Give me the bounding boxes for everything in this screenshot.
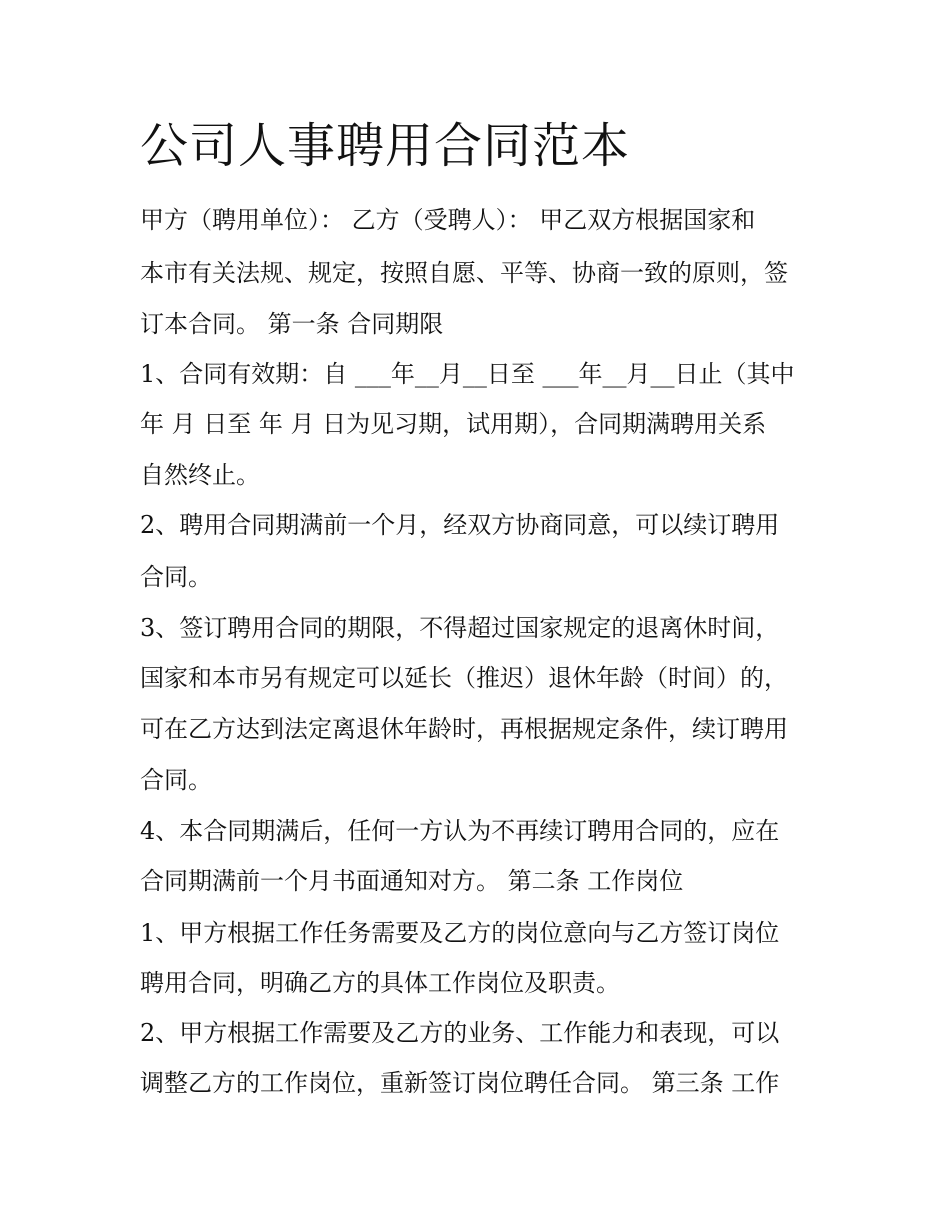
text-line: 3、签订聘用合同的期限，不得超过国家规定的退离休时间，: [140, 614, 780, 642]
text-line: 聘用合同，明确乙方的具体工作岗位及职责。: [140, 969, 620, 997]
text-line: 甲方（聘用单位）： 乙方（受聘人）： 甲乙双方根据国家和: [140, 206, 756, 234]
document-title: 公司人事聘用合同范本: [140, 118, 631, 174]
text-line: 合同。: [140, 766, 212, 794]
text-line: 调整乙方的工作岗位，重新签订岗位聘任合同。 第三条 工作: [140, 1069, 780, 1097]
text-line: 可在乙方达到法定离退休年龄时，再根据规定条件，续订聘用: [140, 715, 788, 743]
text-line: 年 月 日至 年 月 日为见习期，试用期），合同期满聘用关系: [140, 410, 767, 438]
text-line: 合同期满前一个月书面通知对方。 第二条 工作岗位: [140, 867, 684, 895]
text-line: 1、合同有效期：自 ___年__月__日至 ___年__月__日止（其中: [140, 360, 795, 388]
text-line: 4、本合同期满后，任何一方认为不再续订聘用合同的，应在: [140, 817, 780, 845]
text-line: 2、聘用合同期满前一个月，经双方协商同意，可以续订聘用: [140, 511, 780, 539]
text-line: 自然终止。: [140, 461, 260, 489]
text-line: 1、甲方根据工作任务需要及乙方的岗位意向与乙方签订岗位: [140, 919, 780, 947]
text-line: 合同。: [140, 563, 212, 591]
text-line: 2、甲方根据工作需要及乙方的业务、工作能力和表现，可以: [140, 1019, 780, 1047]
text-line: 订本合同。 第一条 合同期限: [140, 310, 444, 338]
text-line: 本市有关法规、规定，按照自愿、平等、协商一致的原则，签: [140, 259, 788, 287]
document-page: [140, 0, 820, 1229]
text-line: 国家和本市另有规定可以延长（推迟）退休年龄（时间）的，: [140, 664, 788, 692]
